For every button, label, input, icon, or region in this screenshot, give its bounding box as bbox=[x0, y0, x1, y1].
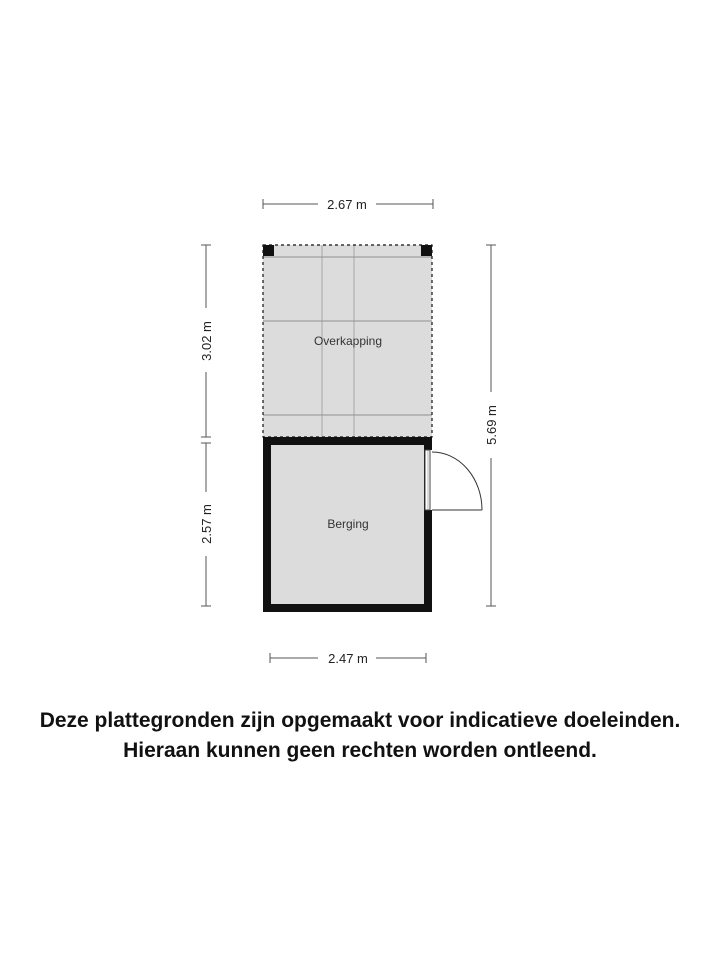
canopy-post-left bbox=[263, 245, 274, 256]
canopy-post-right bbox=[421, 245, 432, 256]
canopy-label: Overkapping bbox=[313, 334, 383, 348]
dimension-bottom-label: 2.47 m bbox=[328, 651, 368, 666]
disclaimer bbox=[0, 706, 720, 766]
dimension-right-label: 5.69 m bbox=[484, 405, 499, 445]
dimension-left-lower-label: 2.57 m bbox=[199, 504, 214, 544]
storage-room bbox=[263, 437, 432, 612]
dimension-top-label: 2.67 m bbox=[327, 197, 367, 212]
dimension-top bbox=[263, 197, 433, 212]
dimension-right bbox=[484, 245, 499, 606]
dimension-left-upper-label: 3.02 m bbox=[199, 321, 214, 361]
disclaimer-line-2: Hieraan kunnen geen rechten worden ontleend. bbox=[123, 739, 597, 762]
canopy-area bbox=[263, 245, 432, 437]
disclaimer-line-1: Deze plattegronden zijn opgemaakt voor indicatieve doeleinden. bbox=[39, 709, 681, 732]
door bbox=[425, 450, 482, 510]
dimension-left-lower bbox=[199, 443, 214, 606]
storage-label: Berging bbox=[327, 517, 369, 531]
dimension-bottom bbox=[270, 651, 426, 666]
dimension-left-upper bbox=[199, 245, 214, 437]
